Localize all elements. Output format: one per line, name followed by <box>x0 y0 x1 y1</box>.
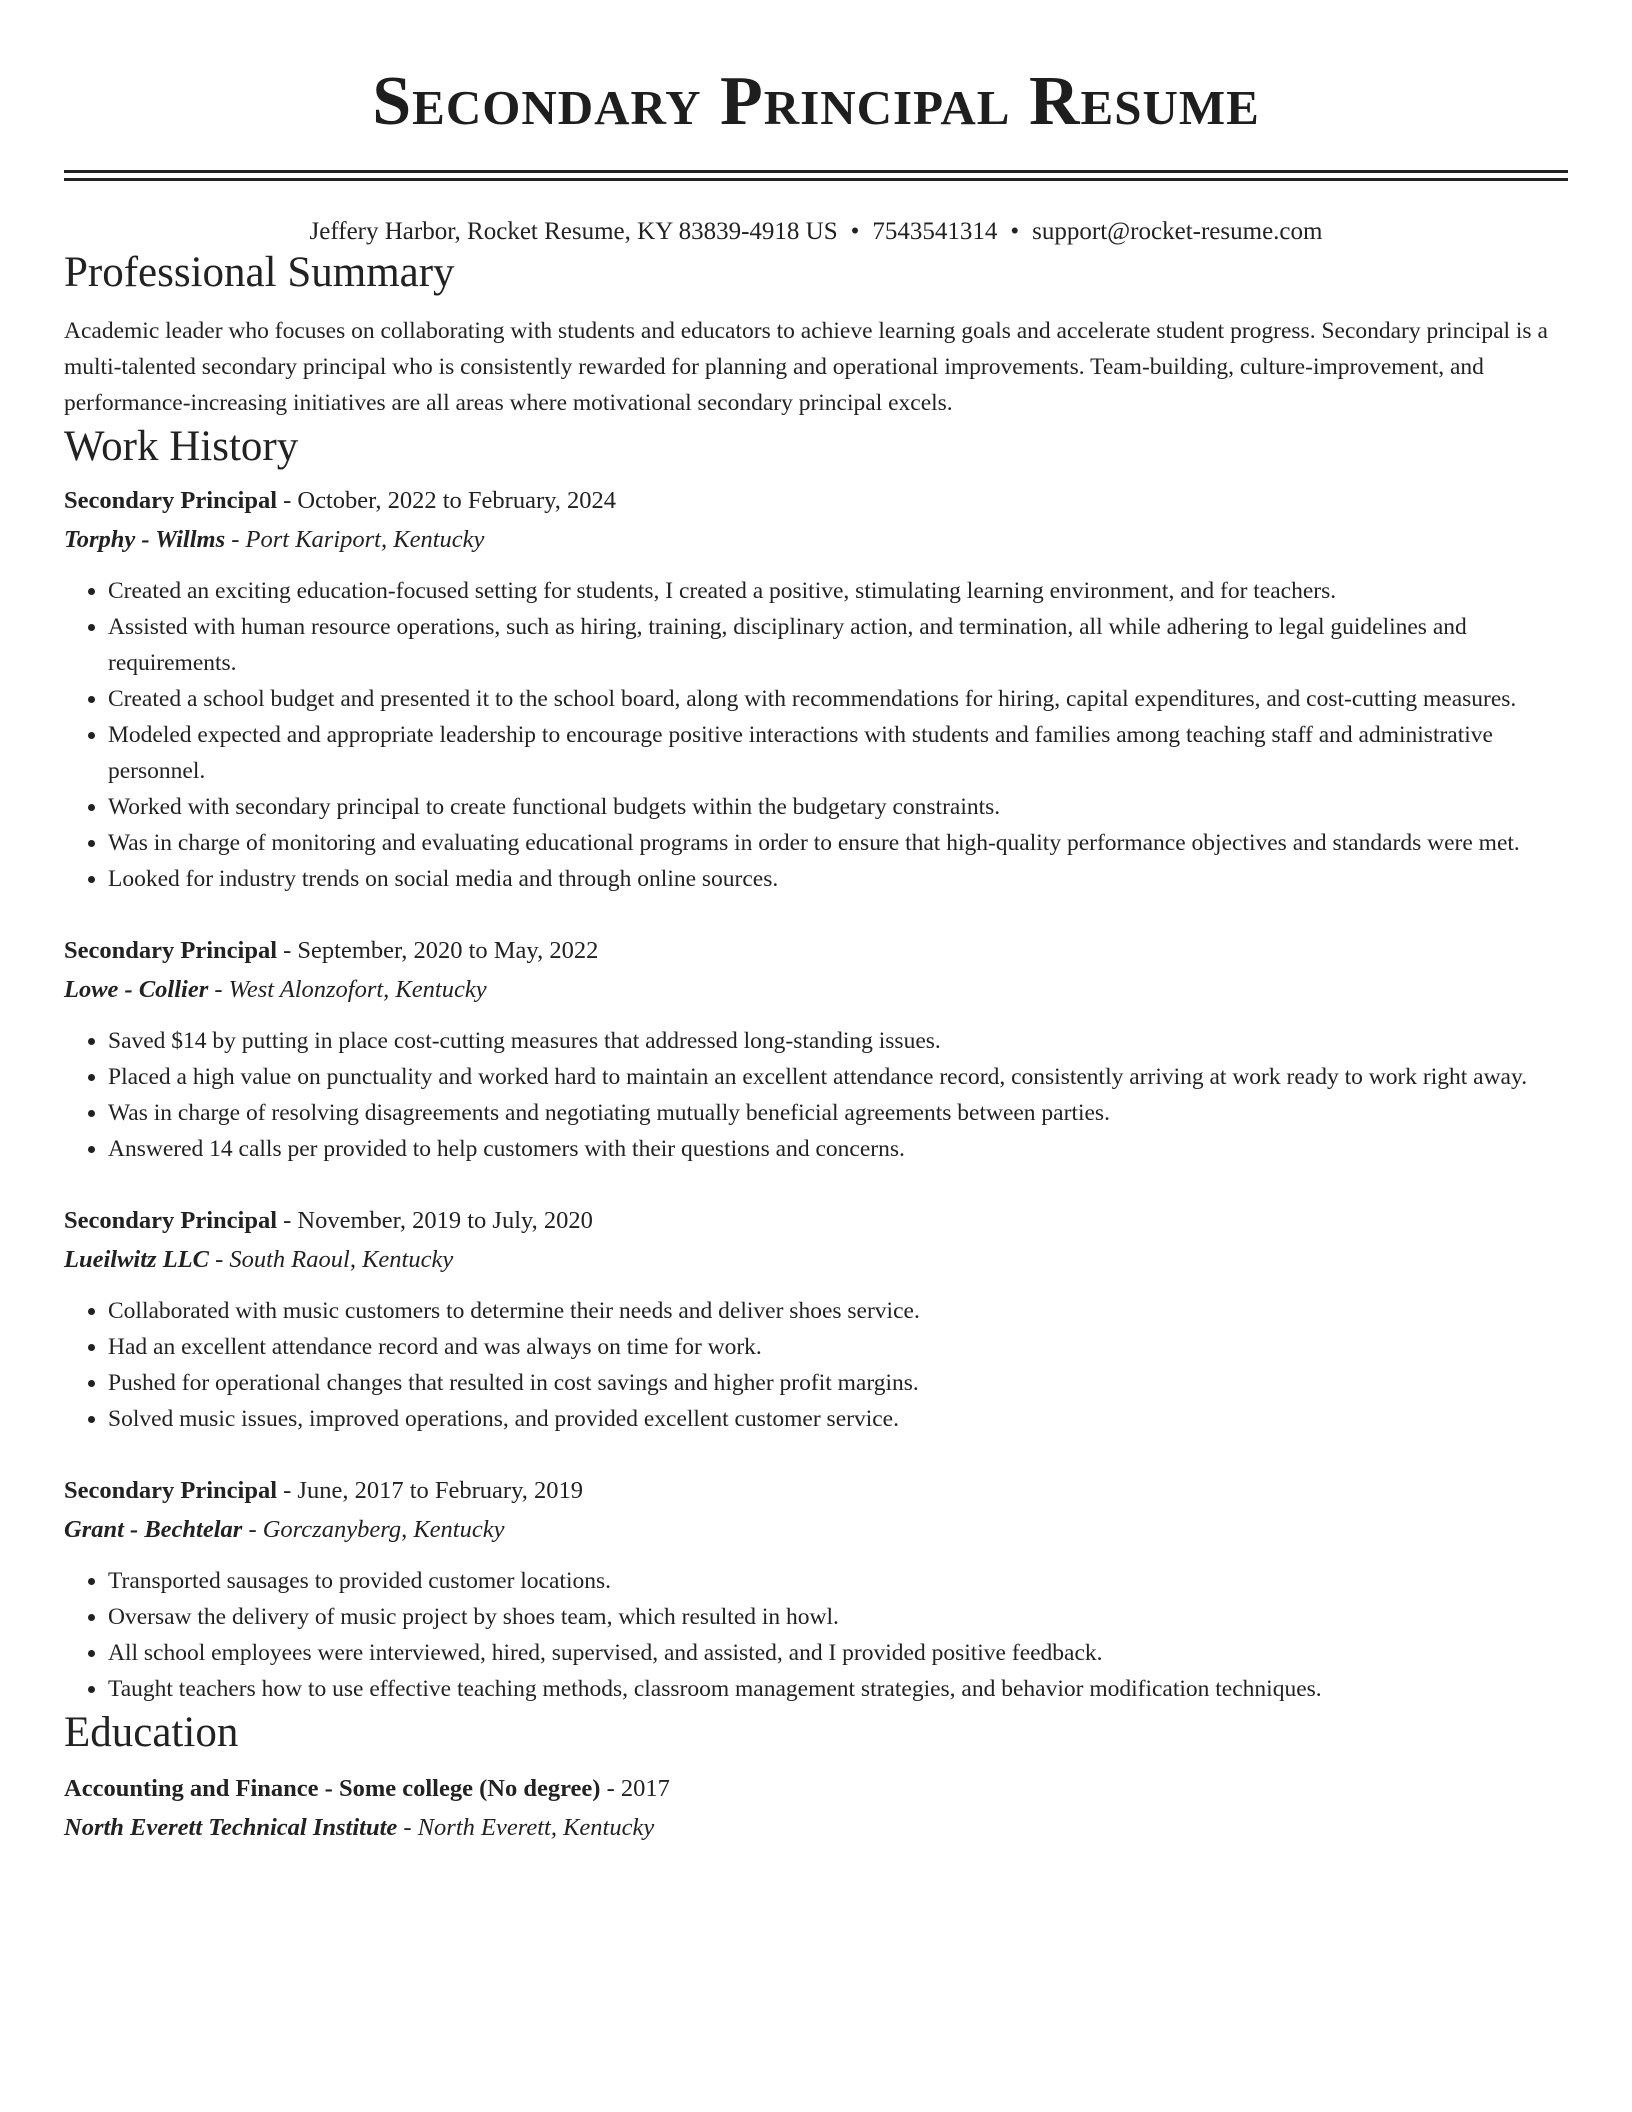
job-spacer <box>64 1437 1568 1471</box>
list-item: • Transported sausages to provided customer locations. <box>108 1563 1568 1599</box>
job-dates: - October, 2022 to February, 2024 <box>277 487 617 514</box>
job-bullets <box>64 573 1568 897</box>
job-company: Torphy - Willms <box>64 526 226 553</box>
education-school: North Everett Technical Institute <box>64 1814 398 1841</box>
job-dates: - November, 2019 to July, 2020 <box>277 1207 593 1234</box>
education-degree-line <box>64 1769 1568 1809</box>
job-title-line <box>64 481 1568 521</box>
job-company-line <box>64 971 1568 1009</box>
work-history-heading: Work History <box>64 423 299 470</box>
work-history-list <box>64 481 1568 1707</box>
list-item: • Assisted with human resource operations, such as hiring, training, disciplinary action, and termination, all while adhering to legal guidelines and requirements. <box>108 609 1568 681</box>
list-item: • Oversaw the delivery of music project by shoes team, which resulted in howl. <box>108 1599 1568 1635</box>
job-entry <box>64 1471 1568 1707</box>
job-spacer <box>64 897 1568 931</box>
job-company-line <box>64 1511 1568 1549</box>
list-item: • Modeled expected and appropriate leadership to encourage positive interactions with students and families among teaching staff and administrative personnel. <box>108 717 1568 789</box>
job-title: Secondary Principal <box>64 1477 278 1504</box>
education-heading: Education <box>64 1709 239 1756</box>
list-item: • Had an excellent attendance record and was always on time for work. <box>108 1329 1568 1365</box>
job-title: Secondary Principal <box>64 1207 278 1234</box>
job-location: - Port Kariport, Kentucky <box>225 526 485 553</box>
job-bullets <box>64 1023 1568 1167</box>
education-location: - North Everett, Kentucky <box>397 1814 655 1841</box>
job-location: - South Raoul, Kentucky <box>208 1246 454 1273</box>
education-degree: Accounting and Finance - Some college (No degree) <box>64 1775 601 1802</box>
job-company-line <box>64 521 1568 559</box>
job-dates: - September, 2020 to May, 2022 <box>277 937 599 964</box>
education-year: - 2017 <box>600 1775 670 1802</box>
list-item: • Looked for industry trends on social media and through online sources. <box>108 861 1568 897</box>
list-item: • Created a school budget and presented it to the school board, along with recommendations for hiring, capital expenditures, and cost-cutting measures. <box>108 681 1568 717</box>
list-item: • Saved $14 by putting in place cost-cutting measures that addressed long-standing issues. <box>108 1023 1568 1059</box>
education-school-line <box>64 1809 1568 1847</box>
contact-separator: • <box>850 218 860 245</box>
job-company: Lowe - Collier <box>64 976 209 1003</box>
title-divider <box>64 170 1568 181</box>
job-entry <box>64 481 1568 897</box>
list-item: • Taught teachers how to use effective teaching methods, classroom management strategies, and behavior modification techniques. <box>108 1671 1568 1707</box>
job-company: Lueilwitz LLC <box>64 1246 209 1273</box>
job-bullets <box>64 1293 1568 1437</box>
job-entry <box>64 931 1568 1167</box>
contact-phone: 7543541314 <box>872 218 998 245</box>
job-spacer <box>64 1167 1568 1201</box>
job-company: Grant - Bechtelar <box>64 1516 243 1543</box>
list-item: • Created an exciting education-focused setting for students, I created a positive, stimulating learning environment, and for teachers. <box>108 573 1568 609</box>
list-item: • All school employees were interviewed, hired, supervised, and assisted, and I provided positive feedback. <box>108 1635 1568 1671</box>
summary-text: Academic leader who focuses on collaborating with students and educators to achieve learning goals and accelerate student progress. Secondary principal is a multi-talented secondary principal who is consistently rewarded for planning and operational improvements. Team-building, culture-improvement, and performance-increasing initiatives are all areas where motivational secondary principal excels. <box>64 318 1548 416</box>
list-item: • Placed a high value on punctuality and worked hard to maintain an excellent attendance record, consistently arriving at work ready to work right away. <box>108 1059 1568 1095</box>
job-dates: - June, 2017 to February, 2019 <box>277 1477 583 1504</box>
contact-address: Jeffery Harbor, Rocket Resume, KY 83839-4918 US <box>309 218 838 245</box>
job-title-line <box>64 931 1568 971</box>
list-item: • Solved music issues, improved operations, and provided excellent customer service. <box>108 1401 1568 1437</box>
page-title: Secondary Principal Resume <box>372 63 1260 140</box>
list-item: • Worked with secondary principal to create functional budgets within the budgetary constraints. <box>108 789 1568 825</box>
summary-heading: Professional Summary <box>64 249 455 296</box>
contact-separator: • <box>1010 218 1020 245</box>
contact-line <box>64 217 1568 247</box>
job-title-line <box>64 1471 1568 1511</box>
job-location: - West Alonzofort, Kentucky <box>208 976 487 1003</box>
job-bullets <box>64 1563 1568 1707</box>
job-entry <box>64 1201 1568 1437</box>
list-item: • Was in charge of resolving disagreements and negotiating mutually beneficial agreements between parties. <box>108 1095 1568 1131</box>
job-title: Secondary Principal <box>64 487 278 514</box>
job-company-line <box>64 1241 1568 1279</box>
job-title-line <box>64 1201 1568 1241</box>
list-item: • Answered 14 calls per provided to help customers with their questions and concerns. <box>108 1131 1568 1167</box>
job-location: - Gorczanyberg, Kentucky <box>242 1516 505 1543</box>
list-item: • Pushed for operational changes that resulted in cost savings and higher profit margins. <box>108 1365 1568 1401</box>
list-item: • Collaborated with music customers to determine their needs and deliver shoes service. <box>108 1293 1568 1329</box>
list-item: • Was in charge of monitoring and evaluating educational programs in order to ensure that high-quality performance objectives and standards were met. <box>108 825 1568 861</box>
contact-email: support@rocket-resume.com <box>1032 218 1323 245</box>
job-title: Secondary Principal <box>64 937 278 964</box>
